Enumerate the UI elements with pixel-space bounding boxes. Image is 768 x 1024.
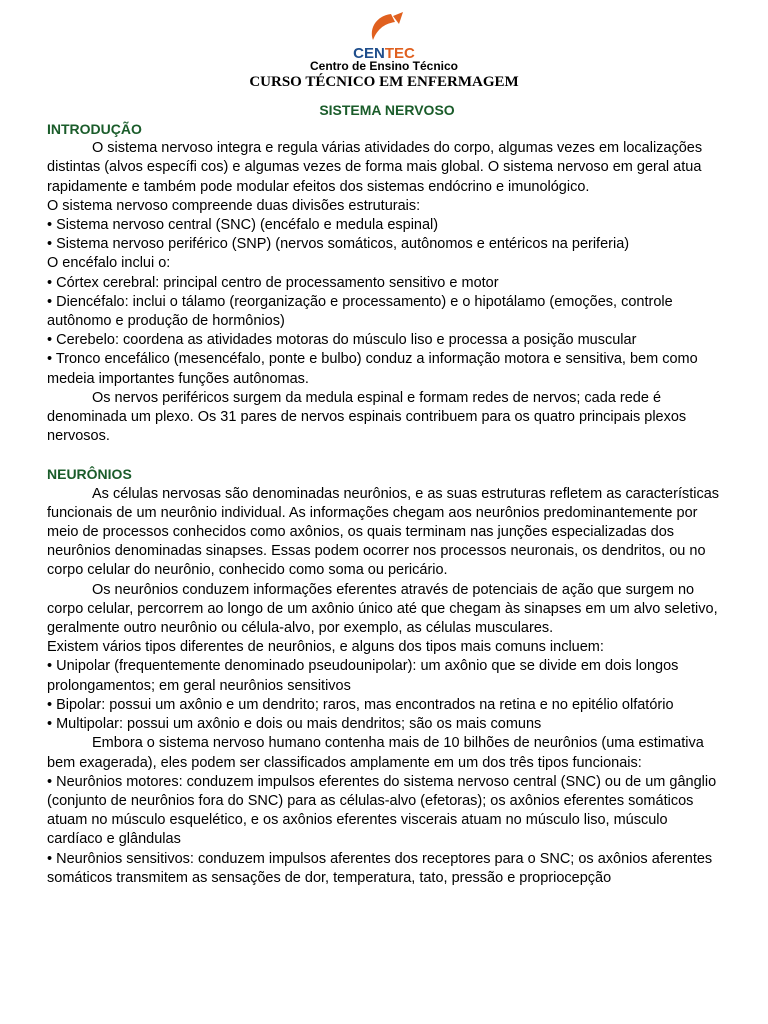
course-title: CURSO TÉCNICO EM ENFERMAGEM — [249, 74, 519, 90]
list-item: • Córtex cerebral: principal centro de processamento sensitivo e motor — [47, 274, 499, 291]
document-title: SISTEMA NERVOSO — [319, 102, 455, 118]
paragraph: O sistema nervoso integra e regula várias atividades do corpo, algumas vezes em localizações distintas (alvos específi cos) e algumas vezes de forma mais global. O sistema nervoso em geral atua rapidamente e também pode modular efeitos dos sistemas endócrino e imunológico. — [47, 140, 703, 195]
school-name: Centro de Ensino Técnico — [309, 59, 459, 73]
section-heading-introducao: INTRODUÇÃO — [47, 121, 142, 137]
logo-text-tec: TEC — [384, 45, 415, 62]
list-item: • Tronco encefálico (mesencéfalo, ponte e bulbo) conduz a informação motora e sensitiva, bem como medeia importantes funções autônomas. — [47, 351, 698, 387]
document-header — [0, 10, 768, 91]
section-heading-neuronios: NEURÔNIOS — [47, 466, 132, 483]
list-item: • Neurônios motores: conduzem impulsos eferentes do sistema nervoso central (SNC) ou de um gânglio (conjunto de neurônios fora do SNC) para as células-alvo (efetoras); os axônios eferentes somáticos atuam no músculo esquelético, e os axônios eferentes viscerais atuam no músculo liso, músculo cardíaco e glândulas — [47, 773, 717, 848]
paragraph: O sistema nervoso compreende duas divisões estruturais: — [47, 197, 421, 214]
list-item: • Diencéfalo: inclui o tálamo (reorganização e processamento) e o hipotálamo (emoções, controle autônomo e produção de hormônios) — [47, 293, 673, 330]
paragraph: Os nervos periféricos surgem da medula espinal e formam redes de nervos; cada rede é denominada um plexo. Os 31 pares de nervos espinais contribuem para os quatro principais plexos nervosos. — [47, 389, 687, 445]
paragraph: O encéfalo inclui o: — [47, 255, 171, 272]
paragraph: Existem vários tipos diferentes de neurônios, e alguns dos tipos mais comuns incluem: — [47, 639, 604, 656]
document-body — [47, 101, 727, 888]
list-item: • Unipolar (frequentemente denominado pseudounipolar): um axônio que se divide em dois longos prolongamentos; em geral neurônios sensitivos — [47, 658, 679, 694]
paragraph: As células nervosas são denominadas neurônios, e as suas estruturas refletem as características funcionais de um neurônio individual. As informações chegam aos neurônios predominantemente por meio de processos conhecidos como axônios, os quais terminam nas junções especializadas dos neurônios denominadas sinapses. Essas podem ocorrer nos processos neuronais, os dendritos, ou no corpo celular do neurônio, conhecido como soma ou pericário. — [47, 485, 720, 579]
list-item: • Sistema nervoso central (SNC) (encéfalo e medula espinal) — [47, 217, 439, 234]
paragraph: Embora o sistema nervoso humano contenha mais de 10 bilhões de neurônios (uma estimativa bem exagerada), eles podem ser classificados amplamente em um dos três tipos funcionais: — [47, 735, 704, 771]
paragraph: Os neurônios conduzem informações eferentes através de potenciais de ação que surgem no corpo celular, percorrem ao longo de um axônio único até que chegam às sinapses em um alvo seletivo, geralmente outro neurônio ou célula-alvo, por exemplo, as células musculares. — [47, 581, 718, 637]
list-item: • Sistema nervoso periférico (SNP) (nervos somáticos, autônomos e entéricos na periferia) — [47, 236, 630, 253]
list-item: • Neurônios sensitivos: conduzem impulsos aferentes dos receptores para o SNC; os axônios aferentes somáticos transmitem as sensações de dor, temperatura, tato, pressão e propriocepção — [47, 850, 713, 886]
list-item: • Multipolar: possui um axônio e dois ou mais dendritos; são os mais comuns — [47, 716, 542, 733]
centec-logo — [329, 10, 439, 62]
list-item: • Bipolar: possui um axônio e um dendrito; raros, mas encontrados na retina e no epitélio olfatório — [47, 696, 674, 713]
logo-swoosh — [372, 14, 395, 40]
list-item: • Cerebelo: coordena as atividades motoras do músculo liso e processa a posição muscular — [47, 332, 637, 349]
logo-text-cen: CEN — [353, 45, 385, 62]
logo-swoosh-accent — [393, 12, 403, 24]
